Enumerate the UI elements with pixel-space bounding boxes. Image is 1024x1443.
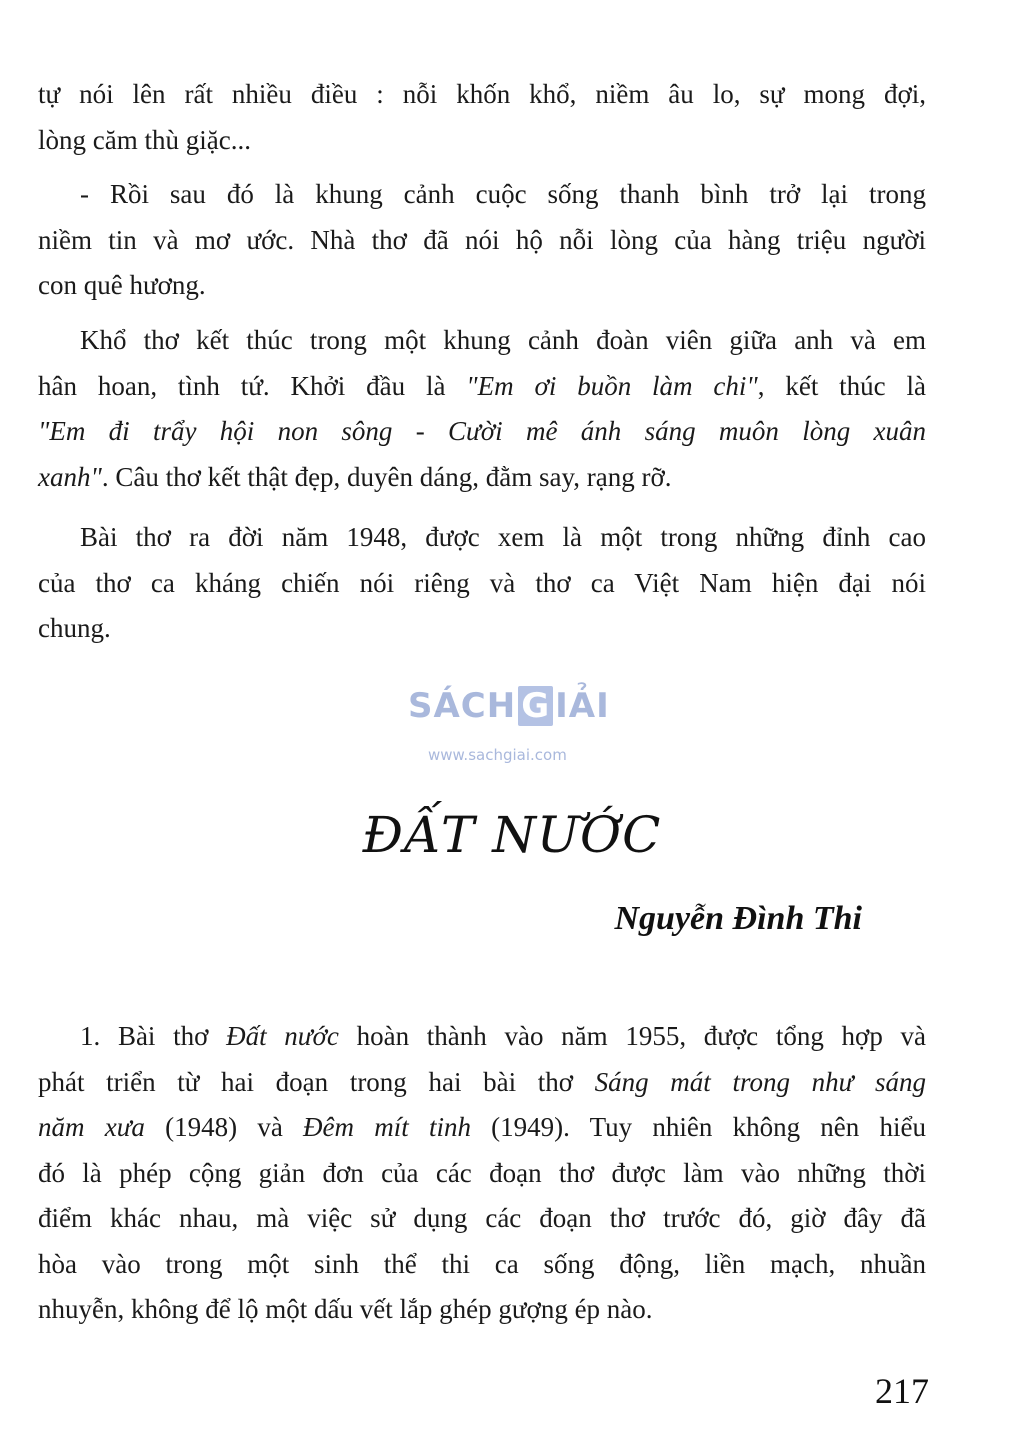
text-line: tự nói lên rất nhiều điều : nỗi khốn khổ, niềm âu lo, sự mong đợi, bbox=[38, 79, 926, 109]
poem-quote: "Em ơi buồn làm chi" bbox=[466, 370, 758, 401]
text-line: Bài thơ ra đời năm 1948, được xem là một trong những đỉnh cao bbox=[80, 522, 926, 552]
poem-quote: xanh" bbox=[38, 461, 102, 492]
text-run: hân hoan, tình tứ. Khởi đầu là bbox=[38, 370, 467, 401]
text-line: điểm khác nhau, mà việc sử dụng các đoạn thơ trước đó, giờ đây đã bbox=[38, 1203, 926, 1233]
text-run: . Câu thơ kết thật đẹp, duyên dáng, đằm say, rạng rỡ. bbox=[101, 461, 672, 492]
text-line bbox=[38, 1014, 926, 1060]
text-line: hòa vào trong một sinh thể thi ca sống động, liền mạch, nhuần bbox=[38, 1248, 926, 1279]
watermark-logo-left: SÁCH bbox=[408, 686, 517, 726]
paragraph-5 bbox=[38, 1014, 926, 1333]
text-line: của thơ ca kháng chiến nói riêng và thơ ca Việt Nam hiện đại nói bbox=[38, 567, 926, 598]
text-line: con quê hương. bbox=[38, 270, 206, 300]
text-line: niềm tin và mơ ước. Nhà thơ đã nói hộ nỗi lòng của hàng triệu người bbox=[38, 224, 926, 255]
text-line: Khổ thơ kết thúc trong một khung cảnh đoàn viên giữa anh và em bbox=[80, 325, 926, 355]
work-title: năm xưa bbox=[38, 1112, 145, 1142]
text-run: hoàn thành vào năm 1955, được tổng hợp và bbox=[338, 1021, 926, 1051]
text-line bbox=[38, 409, 926, 455]
paragraph-3 bbox=[38, 318, 926, 500]
paragraph-1 bbox=[38, 72, 926, 163]
section-title: ĐẤT NƯỚC bbox=[362, 806, 662, 864]
poem-quote: "Em đi trẩy hội non sông - Cười mê ánh sáng muôn lòng xuân bbox=[38, 416, 926, 446]
text-run: phát triển từ hai đoạn trong hai bài thơ bbox=[38, 1066, 595, 1097]
text-line: lòng căm thù giặc... bbox=[38, 124, 251, 155]
text-run: (1948) và bbox=[144, 1112, 304, 1142]
section-author: Nguyễn Đình Thi bbox=[614, 900, 862, 937]
text-run: 1. Bài thơ bbox=[80, 1021, 227, 1051]
text-run: (1949). Tuy nhiên không nên hiểu bbox=[470, 1112, 926, 1142]
page-number: 217 bbox=[875, 1371, 929, 1411]
work-title: Đêm mít tinh bbox=[303, 1112, 471, 1142]
text-line: - Rồi sau đó là khung cảnh cuộc sống thanh bình trở lại trong bbox=[80, 179, 926, 209]
text-line bbox=[38, 1105, 926, 1151]
work-title: Đất nước bbox=[226, 1021, 339, 1051]
watermark-logo-box: G bbox=[518, 686, 553, 726]
text-run: , kết thúc là bbox=[757, 370, 926, 401]
paragraph-4 bbox=[38, 515, 926, 652]
text-line: đó là phép cộng giản đơn của các đoạn thơ được làm vào những thời bbox=[38, 1157, 926, 1188]
watermark-logo-right: IẢI bbox=[555, 686, 610, 726]
paragraph-2 bbox=[38, 172, 926, 309]
text-line: chung. bbox=[38, 613, 111, 643]
text-line bbox=[38, 1060, 926, 1106]
sachgiai-watermark bbox=[408, 672, 618, 772]
text-line bbox=[38, 364, 926, 410]
text-line: nhuyễn, không để lộ một dấu vết lắp ghép gượng ép nào. bbox=[38, 1294, 653, 1324]
watermark-url: www.sachgiai.com bbox=[428, 746, 567, 764]
watermark-logo bbox=[408, 686, 610, 726]
text-line bbox=[38, 455, 926, 501]
work-title: Sáng mát trong như sáng bbox=[594, 1066, 926, 1097]
